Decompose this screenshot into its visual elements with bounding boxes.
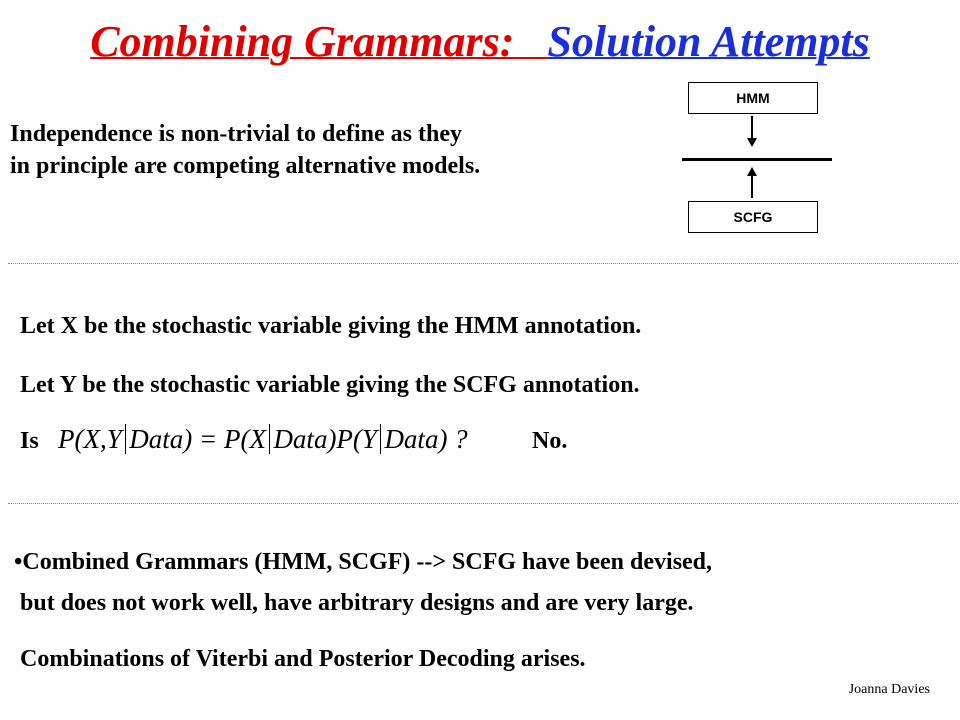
formula-part-2: Data) = P(X (129, 424, 266, 454)
divider-2 (8, 503, 958, 504)
down-arrow-icon (744, 116, 760, 148)
let-y-line: Let Y be the stochastic variable giving the SCFG annotation. (20, 372, 640, 398)
does-not-work-line: but does not work well, have arbitrary designs and are very large. (20, 590, 694, 616)
let-x-line: Let X be the stochastic variable giving the HMM annotation. (20, 313, 642, 339)
title-part-solutions: Solution Attempts (547, 17, 870, 66)
answer-no: No. (532, 428, 568, 454)
independence-formula (58, 424, 468, 455)
is-label: Is (20, 428, 39, 454)
scfg-box: SCFG (688, 201, 818, 233)
intro-line-2: in principle are competing alternative models. (10, 153, 481, 179)
up-arrow-icon (744, 166, 760, 198)
hmm-box: HMM (688, 82, 818, 114)
formula-part-4: Data) ? (384, 424, 468, 454)
formula-part-1: P(X,Y (58, 424, 122, 454)
separator-bar (682, 158, 832, 161)
author-footer: Joanna Davies (848, 682, 930, 697)
title-gap (514, 17, 547, 66)
divider-1 (8, 263, 958, 264)
formula-part-3: Data)P(Y (273, 424, 377, 454)
intro-paragraph (10, 118, 480, 182)
slide-title (0, 14, 960, 70)
intro-line-1: Independence is non-trivial to define as they (10, 121, 463, 147)
combinations-line: Combinations of Viterbi and Posterior Decoding arises. (20, 646, 586, 672)
title-part-combining: Combining Grammars: (90, 17, 515, 66)
combined-grammars-line: •Combined Grammars (HMM, SCGF) --> SCFG have been devised, (14, 549, 713, 575)
